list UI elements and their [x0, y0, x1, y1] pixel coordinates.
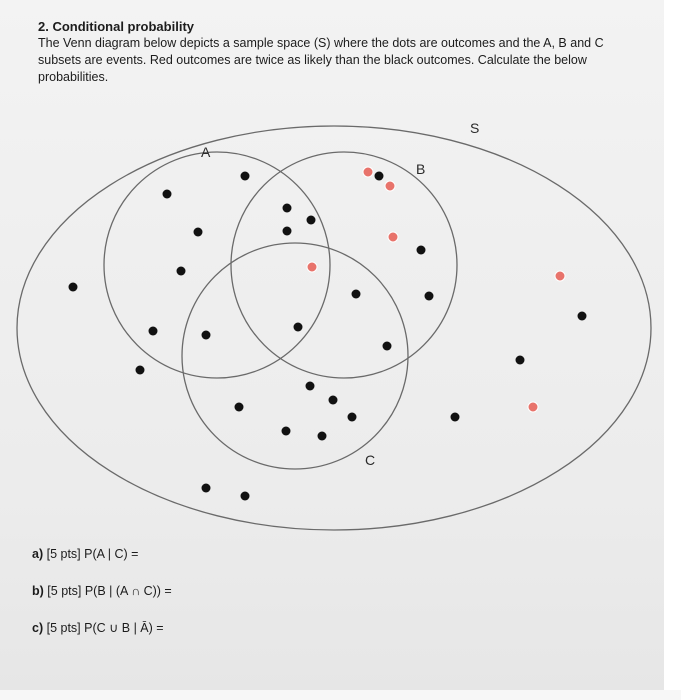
event-b-circle: [231, 152, 457, 378]
event-c-circle: [182, 243, 408, 469]
outcome-dot-red: [388, 232, 398, 242]
outcome-dot: [451, 413, 460, 422]
outcome-dot: [235, 403, 244, 412]
question-c-expression: P(C ∪ B | Ā) =: [84, 621, 164, 635]
question-a-label: a): [32, 547, 44, 561]
outcome-dot: [194, 228, 203, 237]
question-b-label: b): [32, 584, 44, 598]
label-c: C: [365, 452, 376, 468]
outcome-dot: [516, 356, 525, 365]
outcome-dot: [136, 366, 145, 375]
problem-title: 2. Conditional probability: [38, 19, 194, 34]
question-a-expression: P(A | C) =: [84, 547, 139, 561]
outcome-dot: [283, 227, 292, 236]
outcome-dot: [329, 396, 338, 405]
sample-space-ellipse: [17, 126, 651, 530]
question-a-points: [5 pts]: [46, 547, 81, 561]
outcome-dot: [177, 267, 186, 276]
outcome-dot: [375, 172, 384, 181]
outcome-dot: [306, 382, 315, 391]
question-c: [32, 619, 172, 637]
question-b-expression: P(B | (A ∩ C)) =: [84, 584, 172, 598]
outcome-dot: [202, 484, 211, 493]
label-s: S: [470, 120, 480, 136]
outcome-dot: [348, 413, 357, 422]
red-outcomes: [307, 167, 565, 412]
question-b: [32, 582, 172, 600]
outcome-dot-red: [363, 167, 373, 177]
outcome-dot-red: [555, 271, 565, 281]
page-edge-bottom: [0, 690, 681, 700]
label-b: B: [416, 161, 426, 177]
outcome-dot: [307, 216, 316, 225]
outcome-dot: [383, 342, 392, 351]
outcome-dot: [163, 190, 172, 199]
outcome-dot-red: [307, 262, 317, 272]
outcome-dot: [282, 427, 291, 436]
outcome-dot-red: [385, 181, 395, 191]
outcome-dot: [417, 246, 426, 255]
outcome-dot: [241, 172, 250, 181]
outcome-dot: [69, 283, 78, 292]
outcome-dot: [202, 331, 211, 340]
outcome-dot: [149, 327, 158, 336]
event-a-circle: [104, 152, 330, 378]
black-outcomes: [69, 172, 587, 501]
outcome-dot: [241, 492, 250, 501]
question-a: [32, 545, 172, 563]
outcome-dot: [425, 292, 434, 301]
outcome-dot-red: [528, 402, 538, 412]
questions-list: [32, 545, 172, 656]
outcome-dot: [283, 204, 292, 213]
label-a: A: [201, 144, 211, 160]
outcome-dot: [318, 432, 327, 441]
question-c-points: [5 pts]: [46, 621, 81, 635]
outcome-dot: [578, 312, 587, 321]
question-c-label: c): [32, 621, 44, 635]
outcome-dot: [352, 290, 361, 299]
outcome-dot: [294, 323, 303, 332]
problem-text: The Venn diagram below depicts a sample space (S) where the dots are outcomes and the A, B and C subsets are events. Red outcomes are twice as likely than the black outcomes. Calculate the below probabilities.: [38, 36, 604, 84]
page-edge-right: [664, 0, 681, 700]
question-b-points: [5 pts]: [47, 584, 82, 598]
